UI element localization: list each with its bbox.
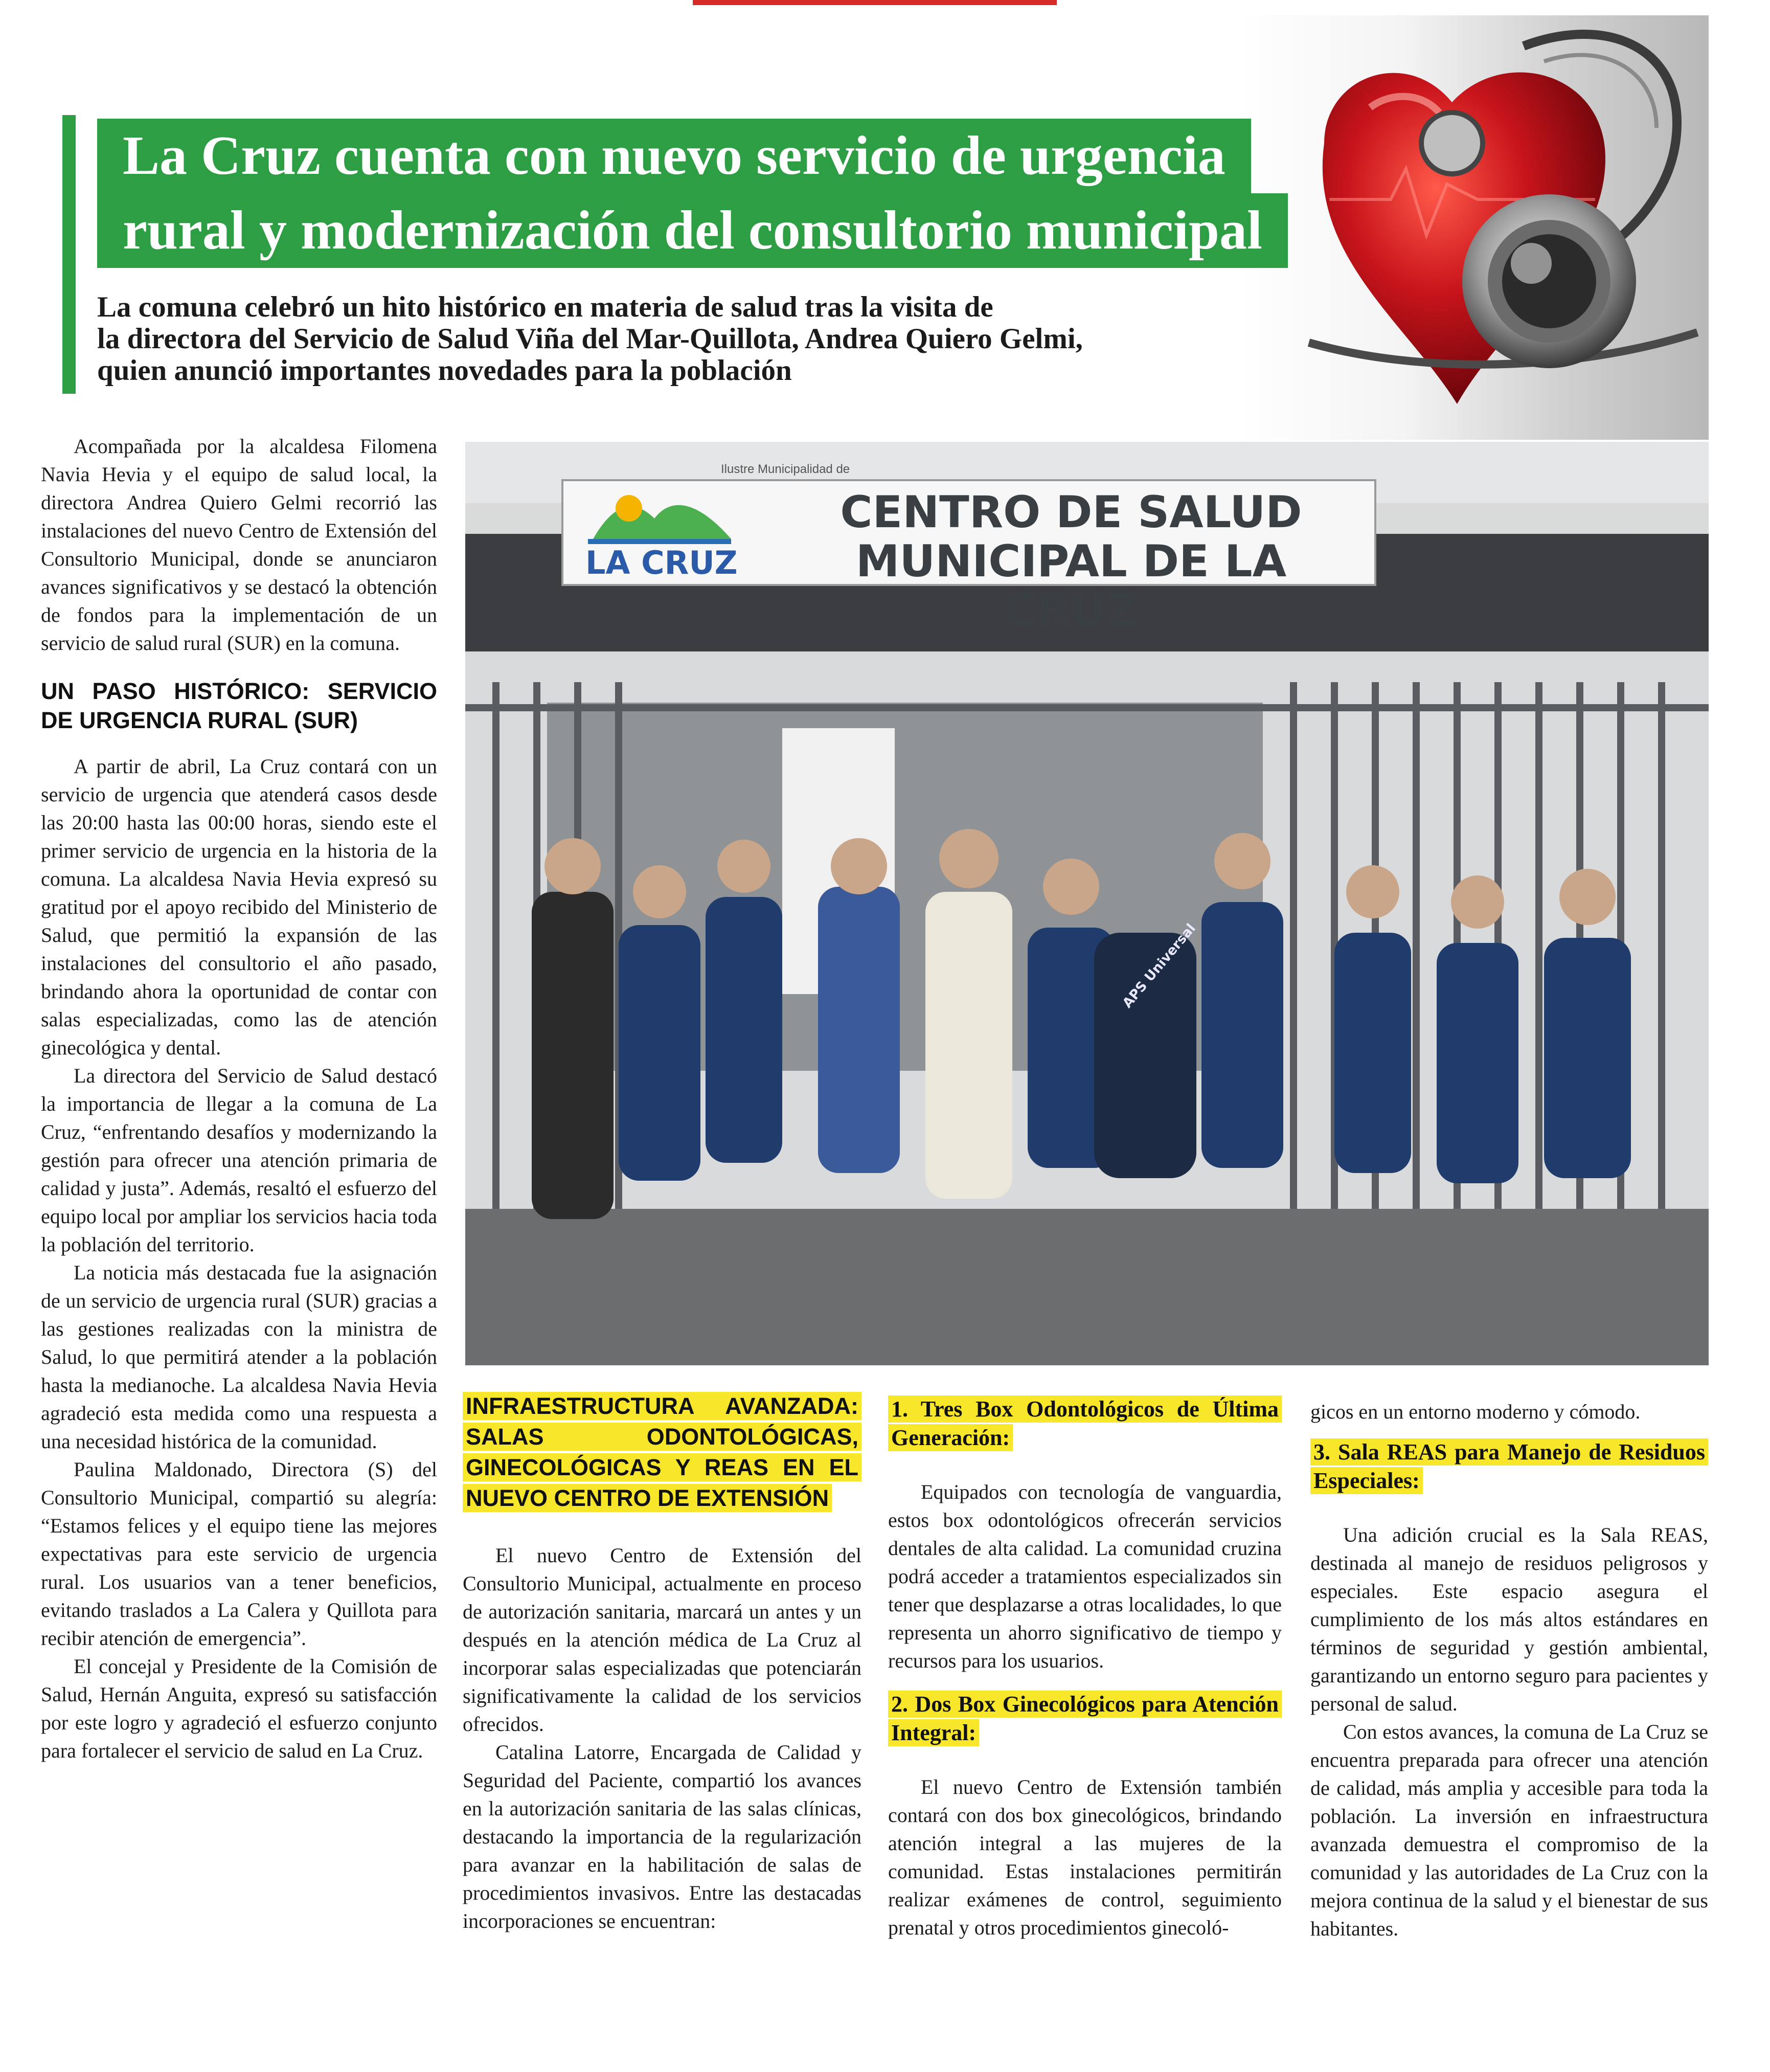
body-paragraph: Catalina Latorre, Encargada de Calidad y Seguridad del Paciente, compartió los avances en la autorización sanitaria de las salas clínicas, destacando la importancia de la regularización para avanzar en la habilitación de salas de procedimientos invasivos. Entre las destacadas incorporaciones se encuentran: [463, 1741, 861, 1932]
body-paragraph: Paulina Maldonado, Directora (S) del Consultorio Municipal, compartió su alegría: “Estamos felices y el equipo tiene las mejores expectativas para este servicio de urgencia rural. Los usuarios van a tener beneficios, evitando traslados a La Calera y Quillota para recibir atención de emergencia”. [41, 1458, 437, 1650]
lead-line: quien anunció importantes novedades para la población [97, 354, 792, 387]
jacket-print: APS Universal [1120, 920, 1199, 1011]
body-paragraph: Equipados con tecnología de vanguardia, estos box odontológicos ofrecerán servicios dentales de alta calidad. La comunidad cruzina podrá acceder a tratamientos especializados sin tener que desplazarse a otras localidades, lo que representa un ahorro significativo de tiempo y recursos para los usuarios. [888, 1480, 1282, 1672]
highlighted-heading-text: 2. Dos Box Ginecológicos para Atención Integral: [888, 1691, 1282, 1746]
numbered-heading [888, 1395, 1282, 1452]
body-paragraph: El nuevo Centro de Extensión también contará con dos box ginecológicos, brindando atención integral a las mujeres de la comunidad. Estas instalaciones permitirán realizar exámenes de control, seguimiento prenatal y otros procedimientos ginecoló- [888, 1775, 1282, 1939]
health-center-photo [465, 442, 1709, 1365]
municipality-logo-text: LA CRUZ [585, 544, 738, 581]
heart-stethoscope-image [1237, 15, 1709, 440]
section-heading: UN PASO HISTÓRICO: SERVICIO DE URGENCIA RURAL (SUR) [41, 678, 437, 733]
logo-caption: Ilustre Municipalidad de [721, 462, 850, 476]
body-paragraph: La directora del Servicio de Salud destacó la importancia de llegar a la comuna de La Cruz, “enfrentando desafíos y modernizando la gestión para ofrecer una atención primaria de calidad y justa”. Además, resaltó el esfuerzo del equipo local por ampliar los servicios hacia toda la población del territorio. [41, 1064, 437, 1256]
building-sign [782, 488, 1360, 635]
highlighted-heading-text: INFRAESTRUCTURA AVANZADA: SALAS ODONTOLÓGICAS, GINECOLÓGICAS Y REAS EN EL NUEVO CENTRO DE EXTENSIÓN [463, 1392, 861, 1512]
body-paragraph: Con estos avances, la comuna de La Cruz se encuentra preparada para ofrecer una atención de calidad, más amplia y accesible para toda la población. La inversión en infraestructura avanzada demuestra el compromiso de la comunidad y las autoridades de La Cruz con la mejora continua de la salud y el bienestar de sus habitantes. [1310, 1720, 1708, 1940]
article-column-2 [463, 1391, 861, 1935]
body-paragraph: gicos en un entorno moderno y cómodo. [1310, 1400, 1641, 1423]
body-paragraph: La noticia más destacada fue la asignación de un servicio de urgencia rural (SUR) gracias a las gestiones realizadas con la ministra de Salud, lo que permitirá atender a la población hasta la medianoche. La alcaldesa Navia Hevia agradeció esta medida como una respuesta a una necesidad histórica de la comunidad. [41, 1261, 437, 1453]
highlighted-heading-text: 1. Tres Box Odontológicos de Última Generación: [888, 1395, 1282, 1451]
lead-line: la directora del Servicio de Salud Viña del Mar-Quillota, Andrea Quiero Gelmi, [97, 323, 1083, 355]
headline-accent-bar [62, 115, 76, 394]
body-paragraph: Acompañada por la alcaldesa Filomena Navia Hevia y el equipo de salud local, la directora Andrea Quiero Gelmi recorrió las instalaciones del nuevo Centro de Extensión del Consultorio Municipal, donde se anunciaron avances significativos y se destacó la obtención de fondos para la implementación de un servicio de salud rural (SUR) en la comuna. [41, 435, 437, 655]
headline-line-1: La Cruz cuenta con nuevo servicio de urgencia [97, 119, 1251, 193]
body-paragraph: El nuevo Centro de Extensión del Consultorio Municipal, actualmente en proceso de autorización sanitaria, marcará un antes y un después en la atención médica de La Cruz al incorporar salas especializadas que potenciarán significativamente la calidad de los servicios ofrecidos. [463, 1544, 861, 1736]
article-column-3 [888, 1395, 1282, 1942]
section-heading-highlighted [463, 1391, 861, 1514]
body-paragraph: El concejal y Presidente de la Comisión de Salud, Hernán Anguita, expresó su satisfacción por este logro y agradeció el esfuerzo conjunto para fortalecer el servicio de salud en La Cruz. [41, 1655, 437, 1762]
article-column-1 [41, 432, 437, 1765]
sign-line: MUNICIPAL DE LA CRUZ [855, 536, 1287, 636]
lead-paragraph [97, 291, 1273, 387]
top-red-bar [693, 0, 1057, 5]
numbered-heading [888, 1690, 1282, 1747]
headline-line-2: rural y modernización del consultorio municipal [97, 193, 1288, 268]
sign-line: CENTRO DE SALUD [840, 487, 1302, 538]
lead-line: La comuna celebró un hito histórico en materia de salud tras la visita de [97, 291, 993, 323]
body-paragraph: A partir de abril, La Cruz contará con un servicio de urgencia que atenderá casos desde las 20:00 hasta las 00:00 horas, siendo este el primer servicio de urgencia en la historia de la comuna. La alcaldesa Navia Hevia expresó su gratitud por el apoyo recibido del Ministerio de Salud, que permitió la expansión de las instalaciones del consultorio el año pasado, brindando ahora la oportunidad de contar con salas especializadas, como las de atención ginecológica y dental. [41, 755, 437, 1059]
article-column-4 [1310, 1398, 1708, 1943]
body-paragraph: Una adición crucial es la Sala REAS, destinada al manejo de residuos peligrosos y especiales. Este espacio asegura el cumplimiento de los más altos estándares en términos de seguridad y gestión ambiental, garantizando un entorno seguro para pacientes y personal de salud. [1310, 1523, 1708, 1715]
numbered-heading [1310, 1438, 1708, 1495]
highlighted-heading-text: 3. Sala REAS para Manejo de Residuos Especiales: [1310, 1438, 1708, 1494]
